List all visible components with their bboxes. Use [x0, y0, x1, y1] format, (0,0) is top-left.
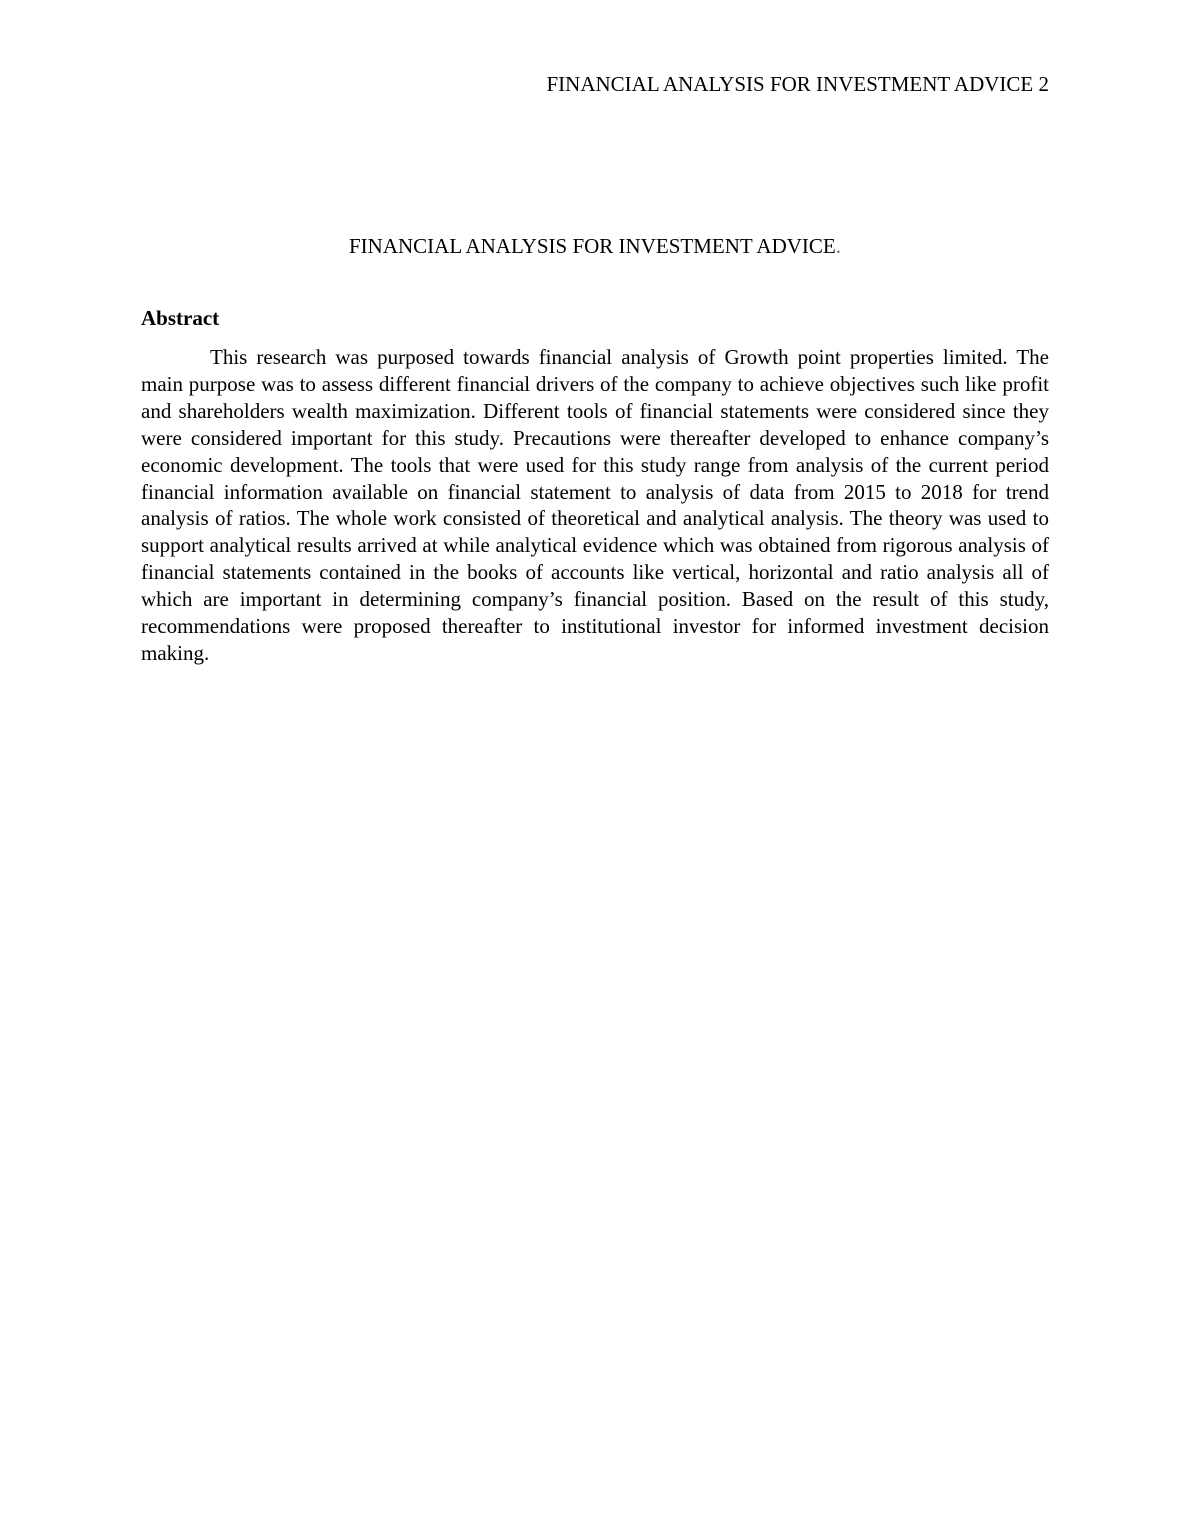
document-title: [0, 232, 1190, 260]
running-head: FINANCIAL ANALYSIS FOR INVESTMENT ADVICE 2: [546, 72, 1049, 96]
document-title-text: FINANCIAL ANALYSIS FOR INVESTMENT ADVICE: [348, 234, 836, 258]
abstract-heading: Abstract: [141, 306, 220, 330]
document-title-period: .: [835, 234, 841, 258]
abstract-body: This research was purposed towards financial analysis of Growth point properties limited. The main purpose was to assess different financial drivers of the company to achieve objectives such like profit and shareholders wealth maximization. Different tools of financial statements were considered since they were considered important for this study. Precautions were thereafter developed to enhance company’s economic development. The tools that were used for this study range from analysis of the current period financial information available on financial statement to analysis of data from 2015 to 2018 for trend analysis of ratios. The whole work consisted of theoretical and analytical analysis. The theory was used to support analytical results arrived at while analytical evidence which was obtained from rigorous analysis of financial statements contained in the books of accounts like vertical, horizontal and ratio analysis all of which are important in determining company’s financial position. Based on the result of this study, recommendations were proposed thereafter to institutional investor for informed investment decision making.: [141, 345, 1049, 665]
